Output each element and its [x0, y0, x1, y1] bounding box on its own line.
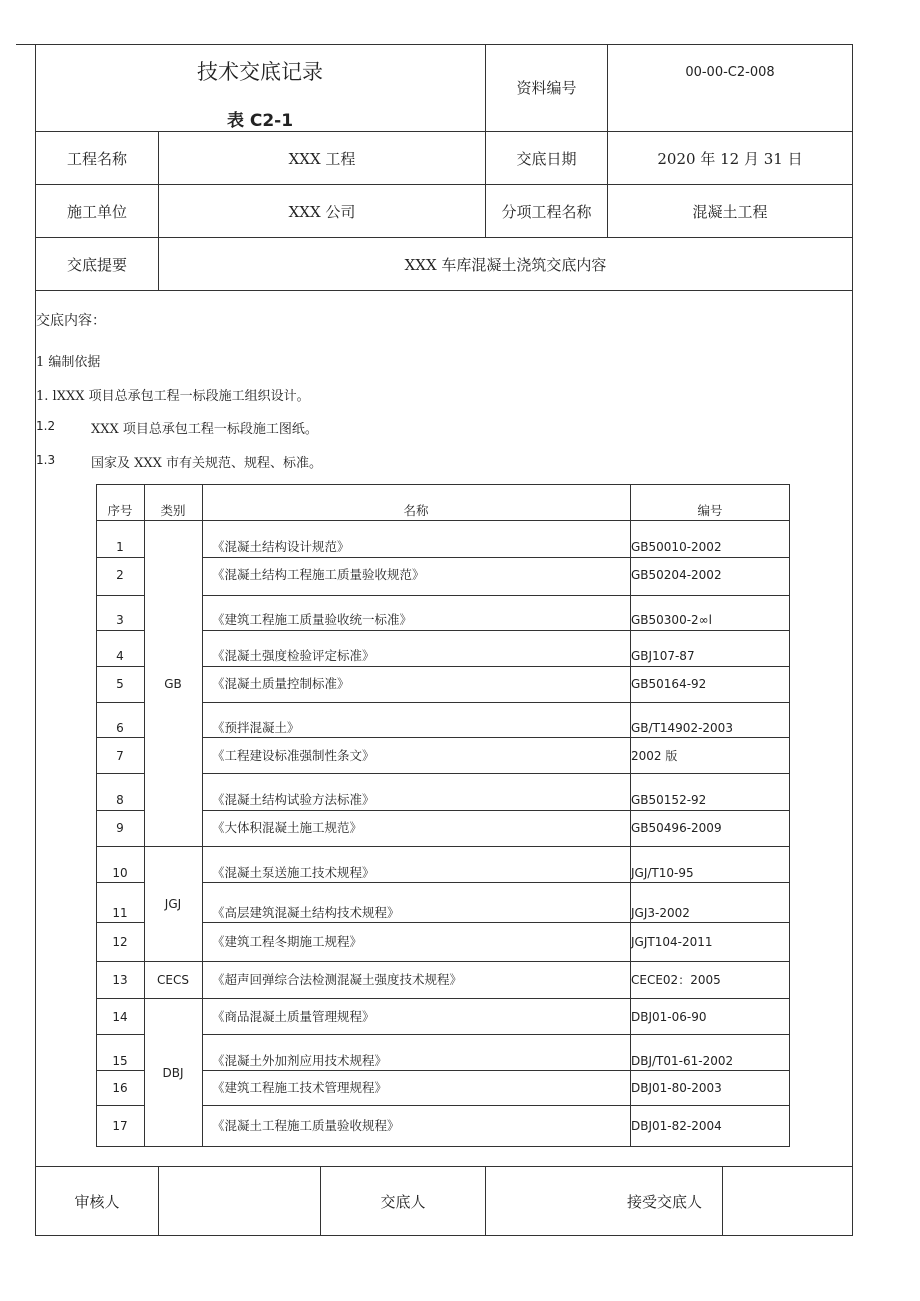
category-dbj: DBJ	[162, 1066, 184, 1080]
reviewer-signature-field[interactable]	[159, 1167, 320, 1235]
receiver-signature-field[interactable]	[723, 1167, 852, 1235]
row-code: JGJ/T10-95	[631, 866, 694, 880]
row-code: GB50010-2002	[631, 540, 722, 554]
summary-label: 交底提要	[66, 255, 127, 274]
row-seq: 13	[112, 973, 128, 987]
row-seq: 2	[116, 568, 124, 582]
row-name: 《混凝土质量控制标准》	[212, 676, 350, 691]
category-gb: GB	[164, 677, 182, 691]
reviewer-label: 审核人	[74, 1192, 120, 1211]
row-seq: 7	[116, 749, 124, 763]
row-code: DBJ01-80-2003	[631, 1081, 722, 1095]
section-heading: 1 编制依据	[36, 355, 101, 370]
header-name: 名称	[403, 503, 429, 518]
row-code: 2002 版	[631, 749, 678, 763]
row-name: 《工程建设标准强制性条文》	[212, 748, 375, 763]
row-name: 《建筑工程冬期施工规程》	[212, 934, 363, 949]
row-code: DBJ01-06-90	[631, 1010, 707, 1024]
row-seq: 9	[116, 821, 124, 835]
row-name: 《建筑工程施工质量验收统一标准》	[212, 612, 413, 627]
row-name: 《超声回弹综合法检测混凝土强度技术规程》	[212, 972, 463, 987]
row-code: GB50300-2∞l	[631, 613, 712, 627]
row-name: 《混凝土工程施工质量验收规程》	[212, 1118, 400, 1133]
row-code: GB50152-92	[631, 793, 707, 807]
project-name-label: 工程名称	[66, 149, 127, 168]
row-seq: 10	[112, 866, 128, 880]
construction-unit-label: 施工单位	[66, 202, 127, 221]
row-name: 《预拌混凝土》	[212, 720, 300, 735]
row-seq: 3	[116, 613, 124, 627]
row-code: GB50496-2009	[631, 821, 722, 835]
discloser-label: 交底人	[380, 1192, 426, 1211]
row-name: 《建筑工程施工技术管理规程》	[212, 1080, 388, 1095]
date-value: 2020 年 12 月 31 日	[657, 149, 803, 168]
row-seq: 14	[112, 1010, 128, 1024]
row-seq: 8	[116, 793, 124, 807]
header-seq: 序号	[107, 503, 133, 518]
row-seq: 15	[112, 1054, 128, 1068]
header-category: 类别	[160, 503, 186, 518]
row-code: GB50164-92	[631, 677, 707, 691]
row-name: 《高层建筑混凝土结构技术规程》	[212, 905, 400, 920]
basis-item-2-text: XXX 项目总承包工程一标段施工图纸。	[91, 422, 318, 437]
project-name-value: XXX 工程	[288, 149, 356, 168]
basis-item-2-number: 1.2	[36, 419, 56, 433]
row-name: 《混凝土结构设计规范》	[212, 539, 350, 554]
row-code: JGJ3-2002	[631, 906, 690, 920]
row-code: GB50204-2002	[631, 568, 722, 582]
row-seq: 1	[116, 540, 124, 554]
row-code: JGJT104-2011	[631, 935, 713, 949]
category-cecs: CECS	[157, 973, 189, 987]
date-label: 交底日期	[516, 149, 577, 168]
row-name: 《混凝土强度检验评定标准》	[212, 648, 375, 663]
subproject-value: 混凝土工程	[692, 202, 768, 221]
discloser-signature-field[interactable]	[486, 1167, 607, 1235]
construction-unit-value: XXX 公司	[288, 202, 356, 221]
doc-no-label: 资料编号	[516, 78, 577, 97]
row-seq: 6	[116, 721, 124, 735]
standards-table	[96, 484, 790, 1147]
basis-item-3-text: 国家及 XXX 市有关规范、规程、标准。	[91, 456, 323, 471]
row-seq: 16	[112, 1081, 128, 1095]
row-seq: 12	[112, 935, 128, 949]
basis-item-1: 1. lXXX 项目总承包工程一标段施工组织设计。	[36, 389, 310, 404]
row-seq: 17	[112, 1119, 128, 1133]
row-name: 《混凝土结构试验方法标准》	[212, 792, 375, 807]
doc-no-value: 00-00-C2-008	[685, 64, 775, 80]
basis-item-3-number: 1.3	[36, 453, 56, 467]
summary-value: XXX 车库混凝土浇筑交底内容	[404, 255, 607, 274]
content-heading: 交底内容：	[36, 313, 106, 329]
row-name: 《混凝土泵送施工技术规程》	[212, 865, 375, 880]
row-name: 《商品混凝土质量管理规程》	[212, 1009, 375, 1024]
receiver-label: 接受交底人	[626, 1192, 702, 1211]
row-code: DBJ/T01-61-2002	[631, 1054, 734, 1068]
row-seq: 4	[116, 649, 124, 663]
subproject-label: 分项工程名称	[501, 202, 592, 221]
header-code: 编号	[697, 503, 723, 518]
row-code: DBJ01-82-2004	[631, 1119, 722, 1133]
row-name: 《大体积混凝土施工规范》	[212, 820, 363, 835]
row-seq: 5	[116, 677, 124, 691]
row-name: 《混凝土外加剂应用技术规程》	[212, 1053, 388, 1068]
category-jgj: JGJ	[164, 897, 182, 911]
row-code: GBJ107-87	[631, 649, 695, 663]
form-number: 表 C2-1	[226, 110, 294, 131]
row-code: GB/T14902-2003	[631, 721, 733, 735]
row-name: 《混凝土结构工程施工质量验收规范》	[212, 567, 425, 582]
row-seq: 11	[112, 906, 128, 920]
row-code: CECE02：2005	[631, 973, 721, 987]
page-title: 技术交底记录	[197, 60, 323, 84]
